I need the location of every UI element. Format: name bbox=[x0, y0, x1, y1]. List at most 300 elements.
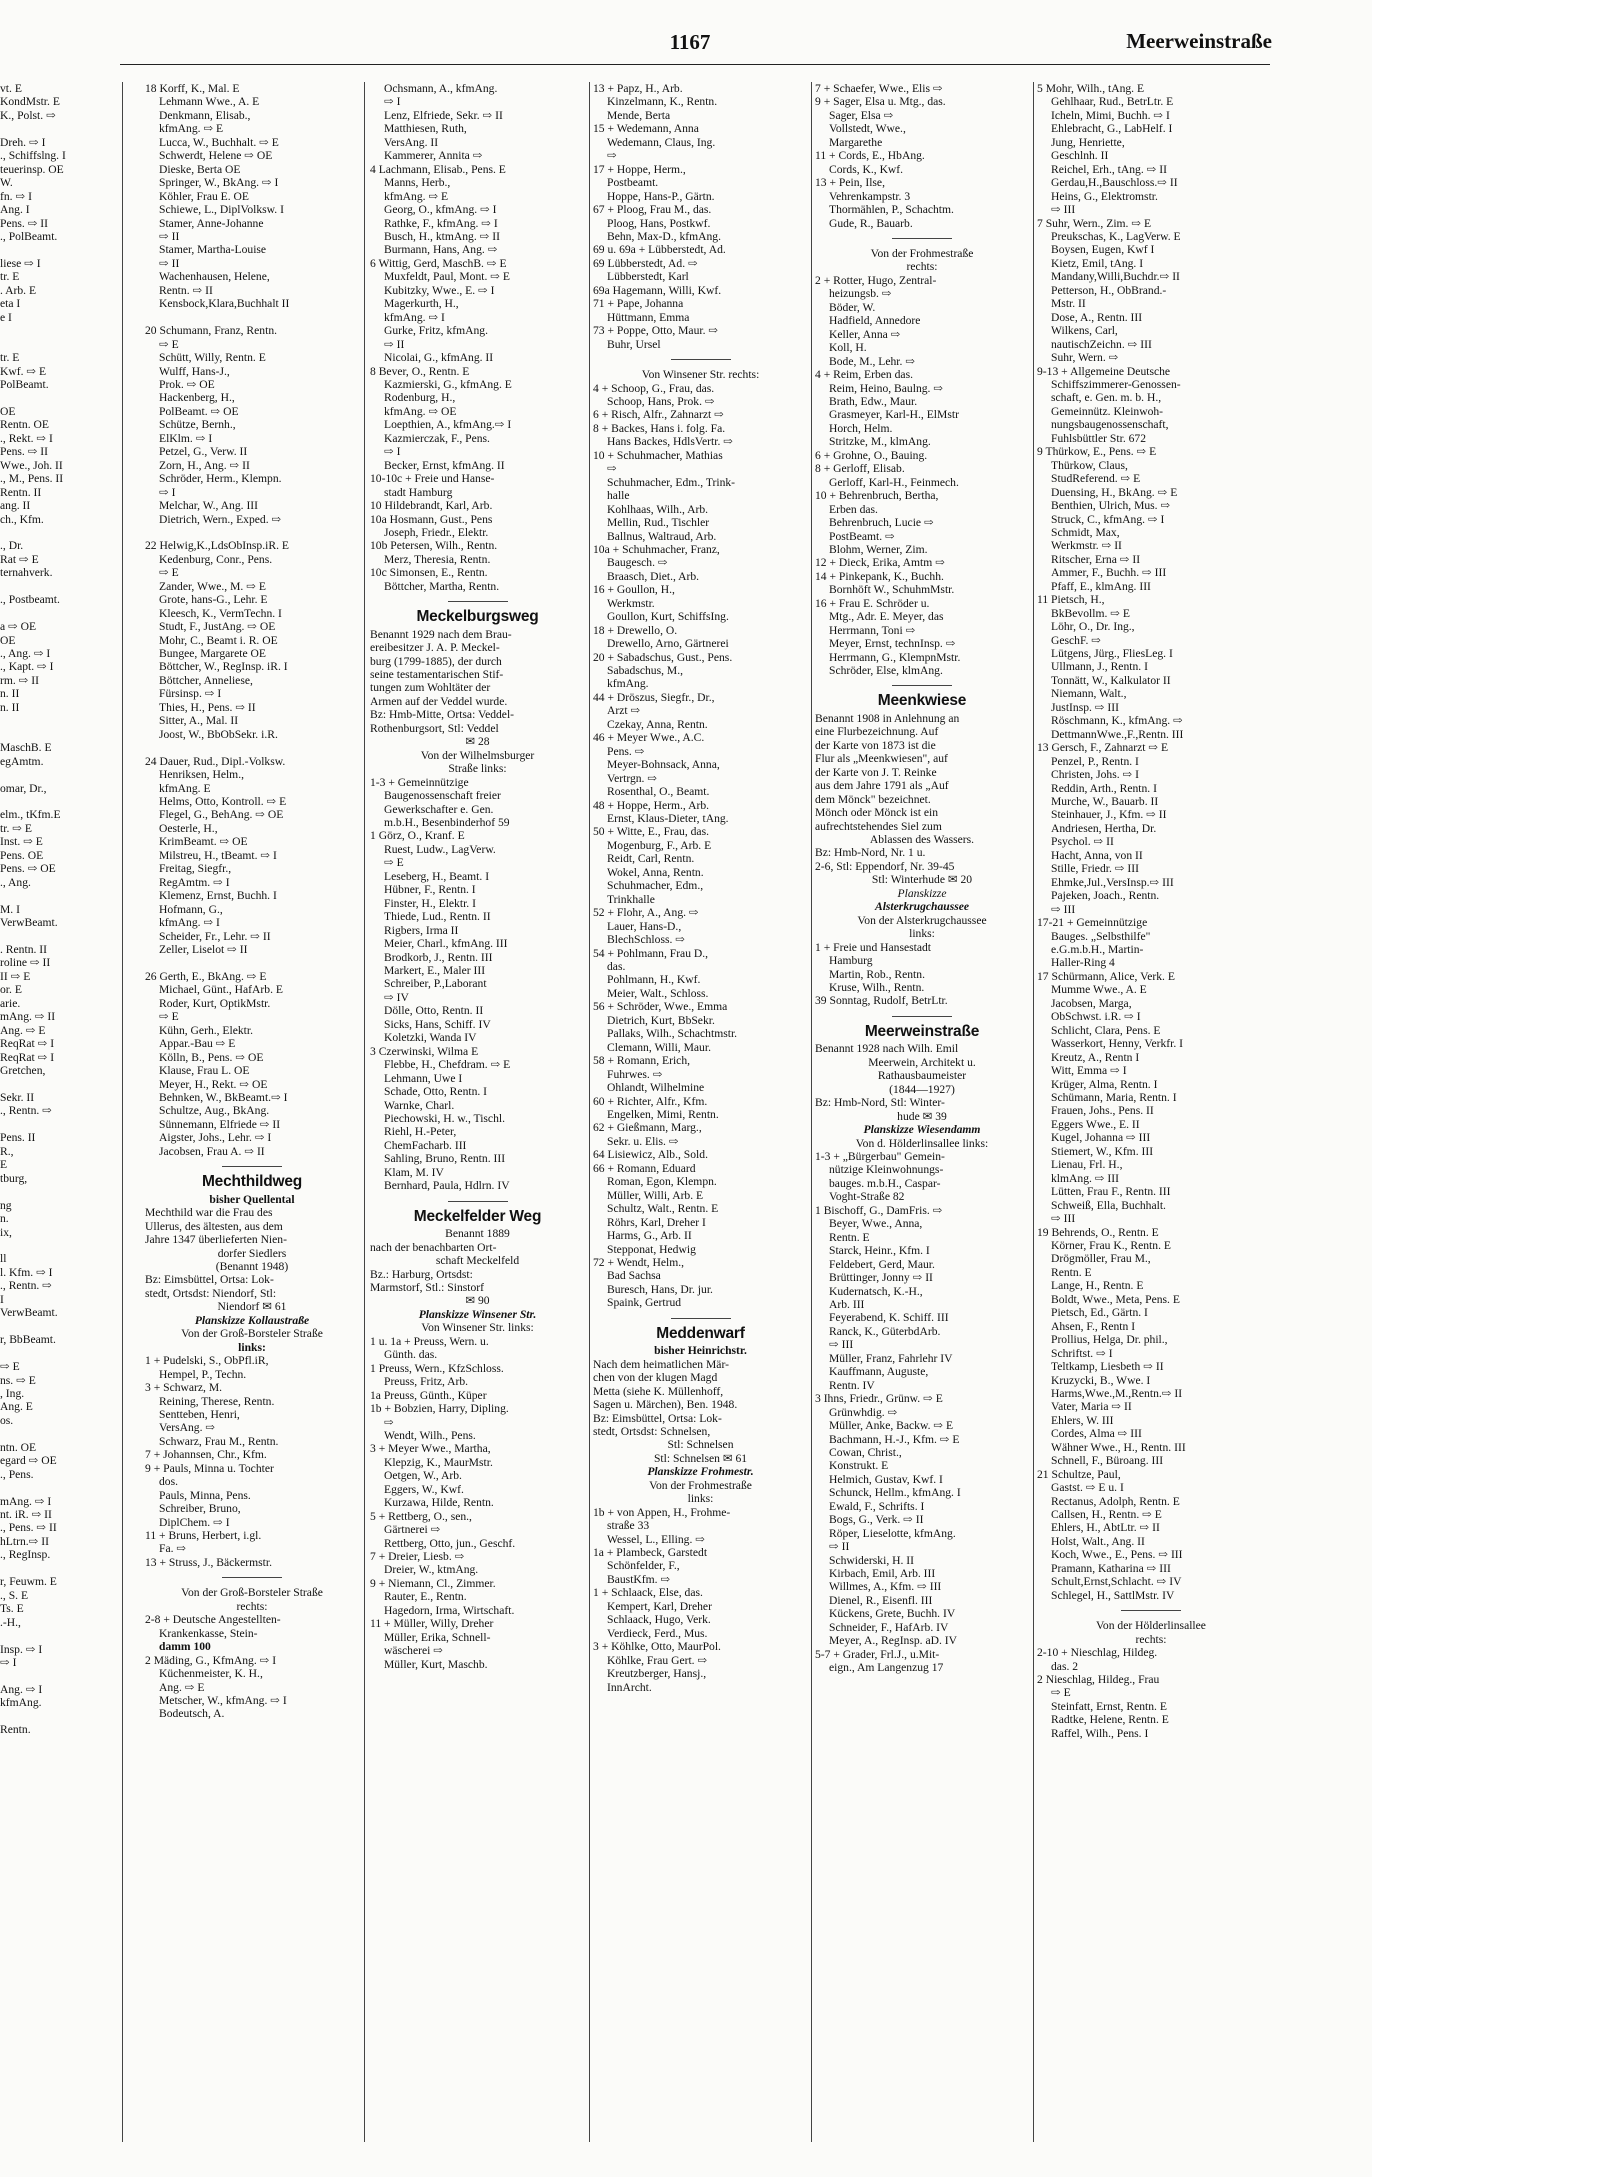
directory-line: Benannt 1928 nach Wilh. Emil bbox=[815, 1042, 959, 1056]
directory-line: Helmich, Gustav, Kwf. I bbox=[829, 1472, 943, 1486]
directory-line: kfmAng. ⇨ OE bbox=[384, 404, 457, 418]
directory-line: Meier, Charl., kfmAng. III bbox=[384, 937, 508, 951]
directory-line: Verdieck, Ferd., Mus. bbox=[607, 1626, 708, 1640]
column-divider bbox=[811, 82, 812, 2142]
directory-line: Jahre 1347 überlieferten Nien- bbox=[145, 1233, 287, 1247]
directory-line: Frauen, Johs., Pens. II bbox=[1051, 1104, 1154, 1118]
directory-line: Blohm, Werner, Zim. bbox=[829, 542, 928, 556]
directory-line: Kubitzky, Wwe., E. ⇨ I bbox=[384, 283, 495, 297]
directory-line: Ang. E bbox=[0, 1400, 33, 1414]
directory-line: II ⇨ E bbox=[0, 969, 31, 983]
directory-line: Dölle, Otto, Rentn. II bbox=[384, 1004, 484, 1018]
directory-line: Planskizze Winsener Str. bbox=[418, 1307, 537, 1321]
directory-line: Werkmstr. bbox=[607, 596, 655, 610]
directory-line: kfmAng. ⇨ E bbox=[159, 122, 224, 136]
directory-line: DiplChem. ⇨ I bbox=[159, 1515, 230, 1529]
directory-line: Icheln, Mimi, Buchh. ⇨ I bbox=[1051, 108, 1170, 122]
directory-line: kfmAng. ⇨ I bbox=[159, 916, 220, 930]
directory-line: . Arb. E bbox=[0, 283, 37, 297]
directory-line: dos. bbox=[159, 1475, 179, 1489]
section-divider bbox=[671, 1318, 731, 1319]
directory-line: Sentteben, Henri, bbox=[159, 1407, 240, 1421]
directory-line: Hempel, P., Techn. bbox=[159, 1367, 247, 1381]
directory-line: Steinfatt, Ernst, Rentn. E bbox=[1051, 1699, 1167, 1713]
directory-line: Gewerkschafter e. Gen. bbox=[384, 802, 494, 816]
directory-line: Raffel, Wilh., Pens. I bbox=[1051, 1726, 1149, 1740]
directory-line: Jacobsen, Marga, bbox=[1051, 996, 1132, 1010]
directory-line: ., Rekt. ⇨ I bbox=[0, 431, 53, 445]
directory-line: I bbox=[0, 1292, 4, 1306]
directory-line: 1-3 + „Bürgerbau" Gemein- bbox=[815, 1149, 945, 1163]
directory-line: ⇨ II bbox=[384, 337, 405, 351]
directory-line: 9 + Niemann, Cl., Zimmer. bbox=[370, 1576, 496, 1590]
directory-line: ternahverk. bbox=[0, 566, 53, 580]
directory-line: nautischZeichn. ⇨ III bbox=[1051, 337, 1152, 351]
directory-line: Ang. ⇨ E bbox=[159, 1680, 205, 1694]
directory-line: Stepponat, Hedwig bbox=[607, 1242, 696, 1256]
directory-line: Ranck, K., GüterbdArb. bbox=[829, 1324, 941, 1338]
directory-line: 3 Czerwinski, Wilma E bbox=[370, 1044, 479, 1058]
directory-line: Rodenburg, H., bbox=[384, 391, 456, 405]
directory-line: Lauer, Hans-D., bbox=[607, 919, 682, 933]
directory-line: Buresch, Hans, Dr. jur. bbox=[607, 1282, 713, 1296]
directory-line: Von der Groß-Borsteler Straße bbox=[181, 1586, 323, 1600]
directory-line: 17 + Hoppe, Herm., bbox=[593, 162, 686, 176]
directory-line: Von der Hölderlinsallee bbox=[1096, 1619, 1206, 1633]
directory-line: Kugel, Johanna ⇨ III bbox=[1051, 1131, 1151, 1145]
directory-line: Rentn. ⇨ II bbox=[159, 283, 213, 297]
directory-line: 11 Pietsch, H., bbox=[1037, 593, 1105, 607]
directory-line: 3 + Köhlke, Otto, MaurPol. bbox=[593, 1640, 721, 1654]
directory-line: 11 + Cords, E., HbAng. bbox=[815, 149, 925, 163]
directory-line: 58 + Romann, Erich, bbox=[593, 1054, 691, 1068]
directory-line bbox=[0, 1118, 94, 1131]
column-divider bbox=[589, 82, 590, 2142]
directory-line: Von d. Hölderlinsallee links: bbox=[855, 1136, 989, 1150]
directory-line: Schreiber, P.,Laborant bbox=[384, 977, 487, 991]
directory-line: Grünwhdig. ⇨ bbox=[829, 1405, 898, 1419]
directory-line: BkBevollm. ⇨ E bbox=[1051, 606, 1130, 620]
directory-line: Preuss, Fritz, Arb. bbox=[384, 1375, 469, 1389]
directory-line: ., Rentn. ⇨ bbox=[0, 1279, 52, 1293]
directory-line: Flebbe, H., Chefdram. ⇨ E bbox=[384, 1058, 511, 1072]
directory-line: Behn, Max-D., kfmAng. bbox=[607, 229, 721, 243]
directory-line: Gerdau,H.,Bauschloss.⇨ II bbox=[1051, 176, 1178, 190]
directory-line: Cowan, Christ., bbox=[829, 1445, 902, 1459]
directory-line: Meyer, H., Rekt. ⇨ OE bbox=[159, 1077, 268, 1091]
directory-line: Wedemann, Claus, Ing. bbox=[607, 135, 716, 149]
directory-line: das. bbox=[607, 960, 626, 973]
directory-line: Kühn, Gerh., Elektr. bbox=[159, 1023, 254, 1037]
directory-line: Schunck, Hellm., kfmAng. I bbox=[829, 1486, 961, 1500]
directory-line: Willmes, A., Kfm. ⇨ III bbox=[829, 1580, 942, 1594]
directory-line: r, Feuwm. E bbox=[0, 1575, 57, 1589]
directory-line: ntn. OE bbox=[0, 1440, 37, 1454]
directory-line: nützige Kleinwohnungs- bbox=[829, 1163, 944, 1177]
directory-line: Kückens, Grete, Buchh. IV bbox=[829, 1607, 956, 1621]
directory-line: Harms,Wwe.,M.,Rentn.⇨ II bbox=[1051, 1386, 1183, 1400]
directory-line: Bz: Eimsbüttel, Ortsa: Lok- bbox=[593, 1411, 722, 1425]
directory-line: Witt, Emma ⇨ I bbox=[1051, 1064, 1127, 1078]
directory-line: Stamer, Anne-Johanne bbox=[159, 216, 264, 230]
directory-line: os. bbox=[0, 1413, 14, 1427]
directory-line: Köhler, Frau E. OE bbox=[159, 189, 250, 203]
directory-line: omar, Dr., bbox=[0, 781, 47, 795]
directory-line: 2-8 + Deutsche Angestellten- bbox=[145, 1613, 281, 1627]
directory-line: 71 + Pape, Johanna bbox=[593, 297, 684, 311]
directory-line: Denkmann, Elisab., bbox=[159, 108, 251, 122]
directory-line: 12 + Dieck, Erika, Amtm ⇨ bbox=[815, 556, 945, 570]
directory-line: ⇨ III bbox=[1051, 1212, 1076, 1226]
directory-line: 17 Schürmann, Alice, Verk. E bbox=[1037, 969, 1175, 983]
directory-line: Burmann, Hans, Ang. ⇨ bbox=[384, 243, 498, 257]
directory-line: Sabadschus, M., bbox=[607, 664, 683, 678]
directory-line: 48 + Hoppe, Herm., Arb. bbox=[593, 798, 710, 812]
directory-line: mAng. ⇨ II bbox=[0, 1010, 56, 1024]
directory-line: Drewello, Arno, Gärtnerei bbox=[607, 637, 729, 651]
directory-line: Warnke, Charl. bbox=[384, 1098, 455, 1112]
directory-line: Fa. ⇨ bbox=[159, 1542, 187, 1556]
directory-line: Appar.-Bau ⇨ E bbox=[159, 1037, 236, 1051]
directory-line: 4 + Reim, Erben das. bbox=[815, 368, 913, 382]
directory-line: Postbeamt. bbox=[607, 176, 659, 190]
directory-line: Schümann, Maria, Rentn. I bbox=[1051, 1090, 1177, 1104]
directory-line: 20 + Sabadschus, Gust., Pens. bbox=[593, 650, 733, 664]
directory-line: 4 Lachmann, Elisab., Pens. E bbox=[370, 162, 506, 176]
directory-line: 19 Behrends, O., Rentn. E bbox=[1037, 1225, 1159, 1239]
directory-line: Sagen u. Märchen), Ben. 1948. bbox=[593, 1398, 738, 1412]
directory-line: 10b Petersen, Wilh., Rentn. bbox=[370, 539, 498, 553]
directory-line: W. bbox=[0, 176, 13, 190]
directory-line: Ang. I bbox=[0, 203, 30, 217]
directory-line: Von Winsener Str. rechts: bbox=[641, 368, 760, 382]
directory-line: stedt, Ortsdst: Niendorf, Stl: bbox=[145, 1286, 277, 1300]
directory-line: Armen auf der Veddel wurde. bbox=[370, 694, 508, 708]
directory-line: Mohr, C., Beamt i. R. OE bbox=[159, 633, 278, 647]
directory-line: Von der Frohmestraße bbox=[870, 246, 974, 260]
directory-line: Straße links: bbox=[448, 762, 507, 776]
directory-line: Hagedorn, Irma, Wirtschaft. bbox=[384, 1603, 515, 1617]
directory-line: Herrmann, G., KlempnMstr. bbox=[829, 650, 961, 664]
directory-line: Henriksen, Helm., bbox=[159, 768, 245, 782]
directory-line: ., Pens. ⇨ II bbox=[0, 1521, 57, 1535]
directory-line: 46 + Meyer Wwe., A.C. bbox=[593, 731, 705, 745]
directory-line: Lenz, Elfriede, Sekr. ⇨ II bbox=[384, 108, 503, 122]
directory-line: 1 + Freie und Hansestadt bbox=[815, 940, 932, 954]
directory-line: 69 Lübberstedt, Ad. ⇨ bbox=[593, 256, 698, 270]
directory-line: PolBeamt. ⇨ OE bbox=[159, 404, 239, 418]
directory-line: e.G.m.b.H., Martin- bbox=[1051, 943, 1144, 956]
directory-line: 22 Helwig,K.,LdsObInsp.iR. E bbox=[145, 539, 289, 553]
directory-line: 18 + Drewello, O. bbox=[593, 623, 678, 637]
street-heading: Meerweinstraße bbox=[864, 1022, 980, 1040]
directory-line: Müller, Kurt, Maschb. bbox=[384, 1657, 488, 1671]
directory-line: Czekay, Anna, Rentn. bbox=[607, 717, 708, 731]
directory-line: 72 + Wendt, Helm., bbox=[593, 1255, 685, 1269]
directory-line: 66 + Romann, Eduard bbox=[593, 1161, 696, 1175]
directory-line: ✉ 28 bbox=[465, 735, 490, 749]
section-divider bbox=[671, 359, 731, 360]
directory-line: nungsbaugenossenschaft, bbox=[1051, 418, 1169, 432]
directory-line: burg (1799-1885), der durch bbox=[370, 654, 502, 668]
directory-line: Boldt, Wwe., Meta, Pens. E bbox=[1051, 1292, 1180, 1306]
directory-line: Bodeutsch, A. bbox=[159, 1707, 225, 1721]
directory-line: Kazmierski, G., kfmAng. E bbox=[384, 377, 512, 391]
directory-line: Hübner, F., Rentn. I bbox=[384, 883, 476, 897]
directory-line: Drögmöller, Frau M., bbox=[1051, 1252, 1151, 1266]
directory-line: Müller, Anke, Backw. ⇨ E bbox=[829, 1419, 954, 1433]
column-4 bbox=[815, 82, 1029, 2152]
directory-line: Oesterle, H., bbox=[159, 821, 218, 835]
directory-line bbox=[0, 1629, 94, 1642]
directory-line: Ehlers, H., AbtLtr. ⇨ II bbox=[1051, 1521, 1160, 1535]
directory-line: Pens. OE bbox=[0, 848, 44, 862]
directory-line: Eggers, W., Kwf. bbox=[384, 1482, 464, 1496]
directory-line: Brath, Edw., Maur. bbox=[829, 394, 918, 408]
column-5 bbox=[1037, 82, 1265, 2152]
directory-line: ., PolBeamt. bbox=[0, 229, 58, 243]
directory-line: Pietsch, Ed., Gärtn. I bbox=[1051, 1306, 1148, 1320]
directory-line bbox=[0, 1562, 94, 1575]
directory-line: 13 Gersch, F., Zahnarzt ⇨ E bbox=[1037, 741, 1169, 755]
directory-line: 1 Preuss, Wern., KfzSchloss. bbox=[370, 1361, 504, 1375]
directory-line: Wilkens, Carl, bbox=[1051, 324, 1118, 338]
directory-line: Wachenhausen, Helene, bbox=[159, 270, 270, 284]
directory-line: ang. II bbox=[0, 499, 31, 513]
directory-line: Braasch, Diet., Arb. bbox=[607, 569, 700, 583]
directory-line: Kwf. ⇨ E bbox=[0, 364, 47, 378]
directory-line: Pens. II bbox=[0, 1131, 36, 1145]
directory-line: Flur als „Meenkwiesen", auf bbox=[815, 752, 948, 766]
header-rule bbox=[120, 64, 1270, 65]
directory-line: Gärtnerei ⇨ bbox=[384, 1523, 441, 1537]
directory-line: Schoop, Hans, Prok. ⇨ bbox=[607, 394, 715, 408]
directory-line: Sitter, A., Mal. II bbox=[159, 714, 239, 728]
section-divider bbox=[222, 1577, 282, 1578]
directory-line: 20 Schumann, Franz, Rentn. bbox=[145, 324, 278, 338]
directory-line: tburg, bbox=[0, 1171, 28, 1185]
directory-line bbox=[0, 889, 94, 902]
directory-line: ⇨ E bbox=[0, 1360, 20, 1374]
column-3 bbox=[593, 82, 808, 2152]
directory-line: Flegel, G., BehAng. ⇨ OE bbox=[159, 808, 284, 822]
directory-line: BaustKfm. ⇨ bbox=[607, 1572, 671, 1586]
directory-line: aus dem Jahre 1791 als „Auf bbox=[815, 779, 949, 793]
directory-line: 52 + Flohr, A., Ang. ⇨ bbox=[593, 906, 699, 920]
directory-line: ereibesitzer J. A. P. Meckel- bbox=[370, 641, 500, 655]
directory-line: Riehl, H.-Peter, bbox=[384, 1125, 457, 1139]
directory-line: Schwarz, Frau M., Rentn. bbox=[159, 1434, 279, 1448]
directory-line: aufrechtstehendes Siel zum bbox=[815, 819, 942, 833]
directory-line: Margarethe bbox=[829, 135, 883, 149]
directory-line: Ablassen des Wassers. bbox=[869, 833, 975, 847]
directory-line: 13 + Papz, H., Arb. bbox=[593, 82, 683, 95]
directory-line: Mellin, Rud., Tischler bbox=[607, 516, 710, 530]
directory-line: Engelken, Mimi, Rentn. bbox=[607, 1107, 719, 1121]
directory-line: Ts. E bbox=[0, 1602, 24, 1616]
directory-line: Schwiderski, H. II bbox=[829, 1553, 915, 1567]
directory-line: Reim, Heino, Baulng. ⇨ bbox=[829, 381, 944, 395]
directory-line: 1 Görz, O., Kranf. E bbox=[370, 829, 465, 843]
directory-line: 3 + Schwarz, M. bbox=[145, 1381, 223, 1395]
directory-line: Rathausbaumeister bbox=[877, 1069, 967, 1083]
directory-line: VersAng. II bbox=[384, 135, 439, 149]
directory-line: ., M., Pens. II bbox=[0, 472, 64, 486]
directory-line: 10 + Schuhmacher, Mathias bbox=[593, 448, 723, 462]
column-1 bbox=[145, 82, 359, 2152]
directory-line: hLtrn.⇨ II bbox=[0, 1534, 49, 1548]
directory-line: Klemenz, Ernst, Buchh. I bbox=[159, 889, 277, 903]
directory-line: ⇨ IV bbox=[384, 990, 409, 1004]
directory-line: Pajeken, Joach., Rentn. bbox=[1051, 889, 1160, 903]
directory-line: ., S. E bbox=[0, 1588, 29, 1602]
directory-line: 54 + Pohlmann, Frau D., bbox=[593, 946, 709, 960]
directory-line: kfmAng. ⇨ E bbox=[384, 189, 449, 203]
directory-line: kfmAng. ⇨ I bbox=[384, 310, 445, 324]
directory-line: ⇨ III bbox=[1051, 203, 1076, 217]
directory-line: Mogenburg, F., Arb. E bbox=[607, 838, 712, 852]
directory-line: ⇨ bbox=[384, 1415, 394, 1429]
directory-line: Kirbach, Emil, Arb. III bbox=[829, 1567, 936, 1581]
directory-line: eign., Am Langenzug 17 bbox=[829, 1661, 944, 1675]
directory-line: 7 + Dreier, Liesb. ⇨ bbox=[370, 1550, 465, 1564]
running-header-street: Meerweinstraße bbox=[1126, 29, 1272, 53]
directory-line: fn. ⇨ I bbox=[0, 189, 32, 203]
directory-line: Thies, H., Pens. ⇨ II bbox=[159, 700, 256, 714]
directory-line: n. II bbox=[0, 700, 20, 714]
directory-line: ReqRat ⇨ I bbox=[0, 1050, 55, 1064]
directory-line: dem Mönck" bezeichnet. bbox=[815, 792, 931, 806]
directory-line: Springer, W., BkAng. ⇨ I bbox=[159, 176, 279, 190]
directory-line: ns. ⇨ E bbox=[0, 1373, 36, 1387]
directory-line: Rettberg, Otto, jun., Geschf. bbox=[384, 1536, 516, 1550]
directory-line: Pallaks, Wilh., Schachtmstr. bbox=[607, 1027, 738, 1041]
directory-line: Wwe., Joh. II bbox=[0, 458, 63, 472]
directory-line: 69 u. 69a + Lübberstedt, Ad. bbox=[593, 243, 726, 257]
directory-line: Ohlandt, Wilhelmine bbox=[607, 1081, 705, 1095]
directory-line: ⇨ E bbox=[384, 856, 404, 870]
directory-line: Joost, W., BbObSekr. i.R. bbox=[159, 727, 278, 741]
directory-line: 24 Dauer, Rud., Dipl.-Volksw. bbox=[145, 754, 286, 768]
directory-line: 2 Mäding, G., KfmAng. ⇨ I bbox=[145, 1653, 277, 1667]
column-divider bbox=[364, 82, 365, 2142]
directory-line: Kruse, Wilh., Rentn. bbox=[829, 981, 925, 994]
directory-line: das. 2 bbox=[1051, 1659, 1079, 1673]
directory-line: Meyer-Bohnsack, Anna, bbox=[607, 758, 720, 772]
directory-line: Stiemert, W., Kfm. III bbox=[1051, 1144, 1154, 1158]
directory-line bbox=[0, 795, 94, 808]
directory-line: Muxfeldt, Paul, Mont. ⇨ E bbox=[384, 270, 510, 284]
directory-line: Ploog, Hans, Postkwf. bbox=[607, 216, 711, 230]
directory-line: Melchar, W., Ang. III bbox=[159, 499, 259, 513]
directory-line: Thormählen, P., Schachtm. bbox=[829, 203, 954, 217]
directory-line: Ruest, Ludw., LagVerw. bbox=[384, 842, 496, 856]
directory-line: . Rentn. II bbox=[0, 943, 48, 956]
directory-line bbox=[0, 1669, 94, 1682]
directory-line: Kedenburg, Conr., Pens. bbox=[159, 552, 273, 566]
street-heading: Mechthildweg bbox=[201, 1173, 303, 1191]
directory-line: Hamburg bbox=[829, 954, 873, 968]
directory-line: 14 + Pinkepank, K., Buchh. bbox=[815, 569, 944, 583]
directory-line: Wokel, Anna, Rentn. bbox=[607, 865, 704, 879]
directory-line: Rentn. bbox=[0, 1723, 31, 1737]
directory-line: Arb. III bbox=[829, 1297, 865, 1311]
directory-line: Mumme Wwe., A. E bbox=[1051, 983, 1147, 997]
directory-line: Konstrukt. E bbox=[829, 1459, 889, 1473]
directory-line: Körner, Frau K., Rentn. E bbox=[1051, 1238, 1171, 1252]
directory-line: Haller-Ring 4 bbox=[1051, 956, 1115, 970]
directory-line: Schweiß, Ella, Buchhalt. bbox=[1051, 1198, 1166, 1212]
directory-line: Piechowski, H. w., Tischl. bbox=[384, 1111, 505, 1125]
directory-line: 1-3 + Gemeinnützige bbox=[370, 775, 469, 789]
directory-line: DettmannWwe.,F.,Rentn. III bbox=[1051, 727, 1184, 741]
directory-line: Voght-Straße 82 bbox=[829, 1190, 905, 1204]
directory-line: Planskizze Kollaustraße bbox=[194, 1313, 310, 1327]
directory-line: Horch, Helm. bbox=[829, 421, 893, 435]
directory-line: Helms, Otto, Kontroll. ⇨ E bbox=[159, 795, 287, 809]
directory-line: bisher Heinrichstr. bbox=[654, 1344, 747, 1358]
directory-line: Bz: Hmb-Mitte, Ortsa: Veddel- bbox=[370, 708, 515, 722]
directory-line: Schwerdt, Helene ⇨ OE bbox=[159, 149, 273, 163]
directory-line: der Karte von 1873 ist die bbox=[815, 738, 936, 752]
directory-line: Hans Backes, HdlsVertr. ⇨ bbox=[607, 435, 733, 449]
directory-line: tr. E bbox=[0, 270, 20, 284]
column-divider bbox=[122, 82, 123, 2142]
directory-line: Reichel, Erh., tAng. ⇨ II bbox=[1051, 162, 1167, 176]
directory-line: Michael, Günt., HafArb. E bbox=[159, 983, 283, 997]
directory-line: Studt, F., JustAng. ⇨ OE bbox=[159, 620, 276, 634]
directory-line: ⇨ E bbox=[1051, 1686, 1071, 1700]
directory-line: MaschB. E bbox=[0, 741, 52, 755]
directory-line: ReqRat ⇨ I bbox=[0, 1037, 55, 1051]
directory-line: 13 + Struss, J., Bäckermstr. bbox=[145, 1555, 272, 1569]
directory-line: Beyer, Wwe., Anna, bbox=[829, 1217, 923, 1231]
directory-line: Tonnätt, W., Kalkulator II bbox=[1051, 673, 1171, 687]
directory-line: Ang. ⇨ I bbox=[0, 1682, 43, 1696]
directory-line: 9 + Sager, Elsa u. Mtg., das. bbox=[815, 95, 946, 109]
directory-line: Mtg., Adr. E. Meyer, das bbox=[829, 610, 944, 624]
directory-line: 10a Hosmann, Gust., Pens bbox=[370, 512, 493, 526]
directory-line: 1a + Plambeck, Garstedt bbox=[593, 1546, 708, 1560]
directory-line: Sicks, Hans, Schiff. IV bbox=[384, 1017, 491, 1031]
directory-line: Vollstedt, Wwe., bbox=[829, 122, 906, 136]
directory-line: Von der Alsterkrugchaussee bbox=[857, 913, 987, 927]
directory-line: ix, bbox=[0, 1225, 12, 1239]
directory-line: 18 Korff, K., Mal. E bbox=[145, 82, 240, 95]
directory-line: 11 + Bruns, Herbert, i.gl. bbox=[145, 1529, 262, 1543]
directory-line: arie. bbox=[0, 996, 21, 1010]
directory-line: Reining, Therese, Rentn. bbox=[159, 1394, 275, 1408]
directory-line: Kölln, B., Pens. ⇨ OE bbox=[159, 1050, 264, 1064]
directory-line: ., Pens. bbox=[0, 1467, 34, 1481]
directory-line bbox=[0, 1320, 94, 1333]
directory-line: Keller, Anna ⇨ bbox=[829, 327, 901, 341]
directory-line: Thürkow, Claus, bbox=[1051, 458, 1128, 472]
directory-line: Vertrgn. ⇨ bbox=[607, 771, 658, 785]
directory-line: a ⇨ OE bbox=[0, 620, 37, 634]
directory-line: Struck, C., kfmAng. ⇨ I bbox=[1051, 512, 1165, 526]
directory-line: Andriesen, Hertha, Dr. bbox=[1051, 821, 1157, 835]
directory-line: Behrenbruch, Lucie ⇨ bbox=[829, 516, 934, 530]
directory-line: Nach dem heimatlichen Mär- bbox=[593, 1357, 729, 1371]
directory-line: 6 + Risch, Alfr., Zahnarzt ⇨ bbox=[593, 408, 724, 422]
directory-line: Feldebert, Gerd, Maur. bbox=[829, 1257, 935, 1271]
directory-line: Roman, Egon, Klempn. bbox=[607, 1175, 717, 1189]
directory-line bbox=[0, 1481, 94, 1494]
directory-line: halle bbox=[607, 489, 630, 503]
section-divider bbox=[892, 685, 952, 686]
directory-line bbox=[0, 1710, 94, 1723]
